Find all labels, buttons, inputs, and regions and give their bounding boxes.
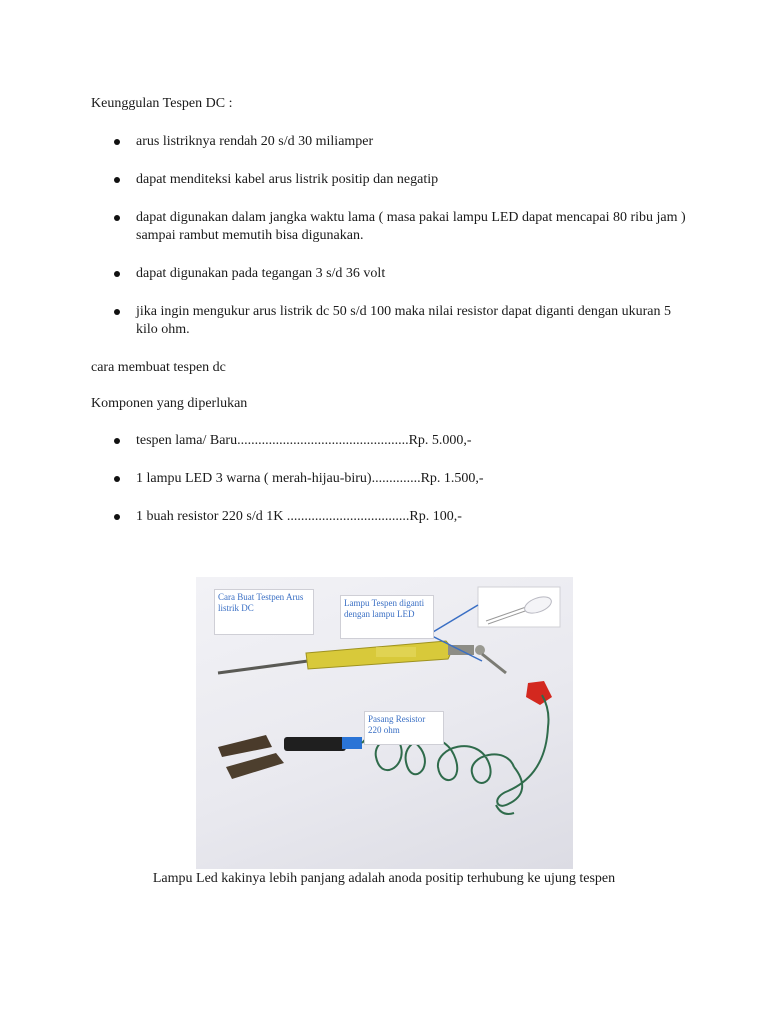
photo-caption: Lampu Led kakinya lebih panjang adalah anoda positip terhubung ke ujung tespen bbox=[152, 871, 616, 886]
list-item: dapat digunakan pada tegangan 3 s/d 36 volt bbox=[0, 265, 768, 283]
pointer-line bbox=[428, 605, 478, 635]
photo-title-callout: Cara Buat Testpen Arus listrik DC bbox=[214, 589, 314, 635]
advantages-heading: Keunggulan Tespen DC : bbox=[91, 96, 233, 111]
components-list bbox=[0, 432, 768, 546]
list-item: 1 lampu LED 3 warna ( merah-hijau-biru)..............Rp. 1.500,- bbox=[0, 470, 768, 488]
list-item: jika ingin mengukur arus listrik dc 50 s/d 100 maka nilai resistor dapat diganti dengan ukuran 5 kilo ohm. bbox=[0, 303, 768, 339]
list-item: dapat digunakan dalam jangka waktu lama ( masa pakai lampu LED dapat mencapai 80 ribu jam ) sampai rambut memutih bisa digunakan. bbox=[0, 209, 768, 245]
screwdriver-icon bbox=[218, 641, 506, 673]
crocodile-clip-icon bbox=[218, 735, 362, 779]
red-connector-icon bbox=[526, 681, 552, 705]
howto-heading: cara membuat tespen dc bbox=[91, 360, 226, 375]
list-item: 1 buah resistor 220 s/d 1K ...................................Rp. 100,- bbox=[0, 508, 768, 526]
list-item: tespen lama/ Baru.................................................Rp. 5.000,- bbox=[0, 432, 768, 450]
resistor-callout: Pasang Resistor 220 ohm bbox=[364, 711, 444, 745]
advantages-list bbox=[0, 133, 768, 359]
led-callout: Lampu Tespen diganti dengan lampu LED bbox=[340, 595, 434, 639]
list-item: dapat menditeksi kabel arus listrik positip dan negatip bbox=[0, 171, 768, 189]
list-item: arus listriknya rendah 20 s/d 30 miliamper bbox=[0, 133, 768, 151]
tespen-photo bbox=[196, 577, 573, 869]
components-heading: Komponen yang diperlukan bbox=[91, 396, 248, 411]
